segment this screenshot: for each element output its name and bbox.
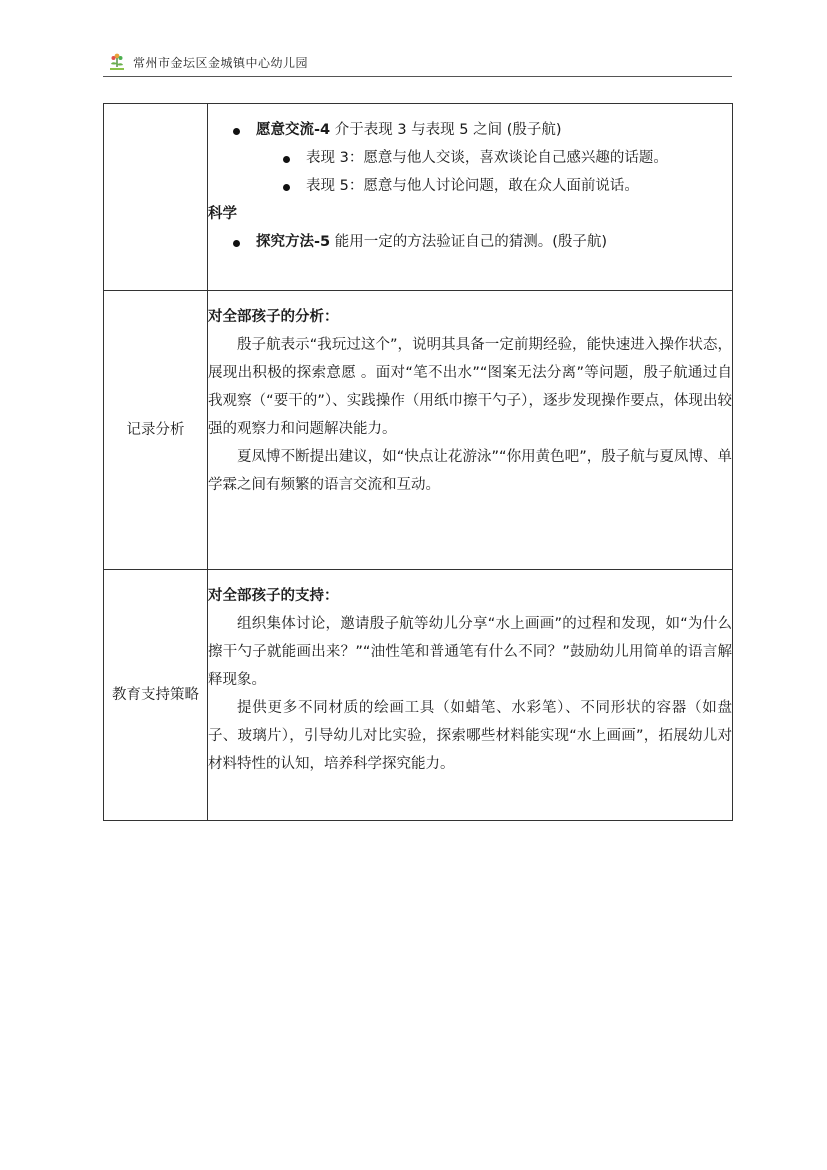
sub-list-item: 表现 3：愿意与他人交谈，喜欢谈论自己感兴趣的话题。 <box>208 144 732 172</box>
content-cell <box>208 570 733 821</box>
paragraph: 提供更多不同材质的绘画工具（如蜡笔、水彩笔）、不同形状的容器（如盘子、玻璃片），引导幼儿对比实验，探索哪些材料能实现“水上画画”，拓展幼儿对材料特性的认知，培养科学探究能力。 <box>208 700 732 772</box>
indicator-text: 能用一定的方法验证自己的猜测。(殷子航) <box>330 234 608 250</box>
content-cell <box>208 291 733 570</box>
content-cell <box>208 104 733 291</box>
table-row <box>104 570 733 821</box>
section-heading: 对全部孩子的支持： <box>208 588 339 604</box>
section-heading: 对全部孩子的分析： <box>208 309 339 325</box>
table-row <box>104 291 733 570</box>
table-row <box>104 104 733 291</box>
list-item <box>208 116 732 144</box>
school-name: 常州市金坛区金城镇中心幼儿园 <box>133 56 309 70</box>
indicator-text: 介于表现 3 与表现 5 之间 (殷子航) <box>330 122 562 138</box>
page-header <box>103 50 732 77</box>
sub-list-item: 表现 5：愿意与他人讨论问题，敢在众人面前说话。 <box>208 172 732 200</box>
empty-label-cell <box>104 104 208 291</box>
indicator-title: 愿意交流-4 <box>256 122 331 138</box>
indicator-title: 探究方法-5 <box>256 234 331 250</box>
observation-record-table <box>103 103 733 821</box>
section-heading: 科学 <box>208 206 237 222</box>
row-label: 教育支持策略 <box>104 570 208 821</box>
row-label: 记录分析 <box>104 291 208 570</box>
paragraph: 夏凤博不断提出建议，如“快点让花游泳”“你用黄色吧”，殷子航与夏凤博、单学霖之间有频繁的语言交流和互动。 <box>208 449 732 493</box>
school-flower-logo-icon <box>107 51 127 73</box>
paragraph: 殷子航表示“我玩过这个”，说明其具备一定前期经验，能快速进入操作状态，展现出积极的探索意愿 。面对“笔不出水”“图案无法分离”等问题，殷子航通过自我观察（“要干的”）、实践操作（用纸巾擦干勺子），逐步发现操作要点，体现出较强的观察力和问题解决能力。 <box>208 337 732 437</box>
paragraph: 组织集体讨论，邀请殷子航等幼儿分享“水上画画”的过程和发现，如“为什么擦干勺子就能画出来？”“油性笔和普通笔有什么不同？”鼓励幼儿用简单的语言解释现象。 <box>208 616 732 688</box>
list-item <box>208 228 732 256</box>
